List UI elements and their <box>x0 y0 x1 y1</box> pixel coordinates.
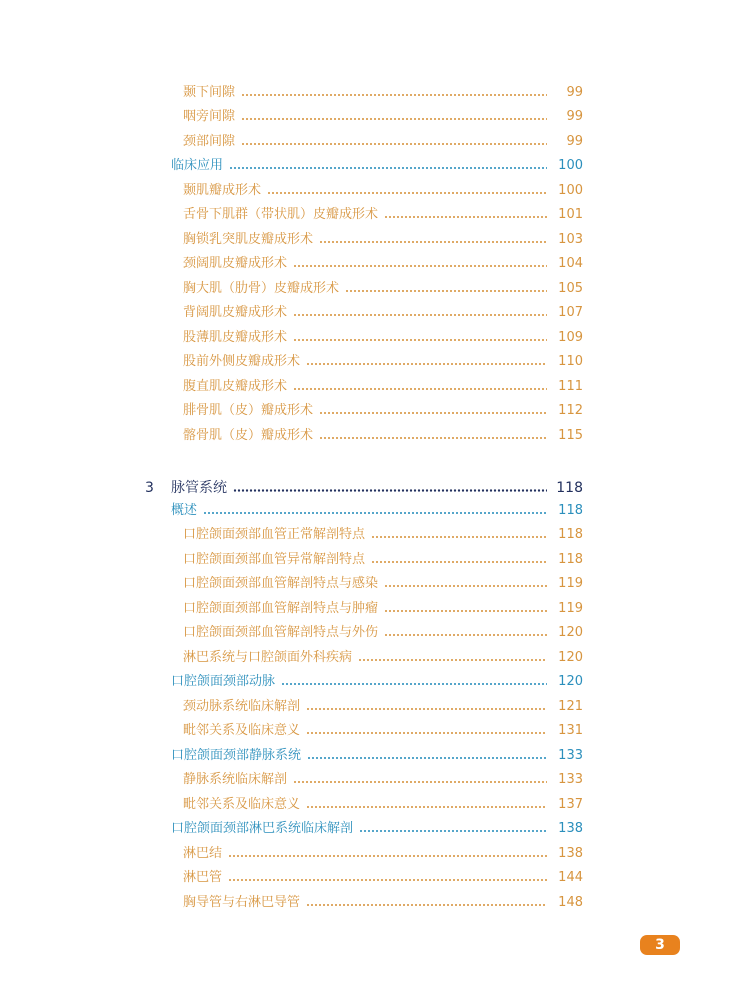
toc-entry-label: 口腔颌面颈部血管解剖特点与外伤 <box>183 625 379 640</box>
toc-entry[interactable] <box>183 598 583 620</box>
leader-dots <box>228 879 547 881</box>
toc-entry[interactable] <box>183 229 583 251</box>
toc-entry-label: 髂骨肌（皮）瓣成形术 <box>183 428 314 443</box>
toc-entry[interactable] <box>183 622 583 644</box>
leader-dots <box>384 610 547 612</box>
toc-entry-page: 107 <box>558 305 583 320</box>
toc-entry-page: 110 <box>558 354 583 369</box>
toc-entry-label: 腹直肌皮瓣成形术 <box>183 379 288 394</box>
toc-entry-label: 淋巴结 <box>183 846 223 861</box>
toc-entry-page: 119 <box>558 601 583 616</box>
toc-entry[interactable] <box>171 745 583 767</box>
leader-dots <box>306 904 547 906</box>
toc-entry[interactable] <box>183 425 583 447</box>
toc-entry-page: 112 <box>558 403 583 418</box>
toc-entry[interactable] <box>183 131 583 153</box>
leader-dots <box>293 339 547 341</box>
toc-entry-page: 111 <box>558 379 583 394</box>
toc-entry[interactable] <box>183 82 583 104</box>
toc-entry-page: 120 <box>558 625 583 640</box>
toc-entry-label: 毗邻关系及临床意义 <box>183 797 301 812</box>
toc-entry-label: 脉管系统 <box>171 480 227 496</box>
toc-entry[interactable] <box>183 524 583 546</box>
leader-dots <box>358 659 547 661</box>
toc-entry-label: 口腔颌面颈部淋巴系统临床解剖 <box>171 821 354 836</box>
toc-entry[interactable] <box>171 155 583 177</box>
toc-entry[interactable] <box>183 867 583 889</box>
toc-entry-page: 115 <box>558 428 583 443</box>
toc-entry-label: 口腔颌面颈部动脉 <box>171 674 276 689</box>
toc-entry-label: 静脉系统临床解剖 <box>183 772 288 787</box>
toc-entry[interactable] <box>183 106 583 128</box>
leader-dots <box>384 634 547 636</box>
toc-entry[interactable] <box>183 720 583 742</box>
toc-entry-page: 133 <box>558 748 583 763</box>
toc-entry-page: 144 <box>558 870 583 885</box>
toc-entry-page: 99 <box>566 85 583 100</box>
leader-dots <box>293 781 547 783</box>
toc-entry-page: 138 <box>558 846 583 861</box>
toc-entry-page: 100 <box>558 183 583 198</box>
toc-entry[interactable] <box>183 843 583 865</box>
toc-entry-label: 背阔肌皮瓣成形术 <box>183 305 288 320</box>
toc-entry[interactable] <box>183 376 583 398</box>
toc-entry-page: 103 <box>558 232 583 247</box>
leader-dots <box>241 143 547 145</box>
toc-entry-page: 120 <box>558 674 583 689</box>
leader-dots <box>371 561 547 563</box>
toc-entry[interactable] <box>183 647 583 669</box>
toc-entry-label: 胸锁乳突肌皮瓣成形术 <box>183 232 314 247</box>
toc-entry[interactable] <box>183 278 583 300</box>
toc-entry-label: 颈阔肌皮瓣成形术 <box>183 256 288 271</box>
toc-entry-page: 118 <box>556 480 583 496</box>
toc-entry-label: 咽旁间隙 <box>183 109 236 124</box>
toc-entry[interactable] <box>183 351 583 373</box>
toc-entry-page: 148 <box>558 895 583 910</box>
toc-entry[interactable] <box>183 204 583 226</box>
toc-entry-label: 胸大肌（肋骨）皮瓣成形术 <box>183 281 340 296</box>
toc-entry-label: 口腔颌面颈部血管正常解剖特点 <box>183 527 366 542</box>
toc-entry-label: 口腔颌面颈部血管异常解剖特点 <box>183 552 366 567</box>
toc-entry-page: 118 <box>558 527 583 542</box>
toc-entry-page: 100 <box>558 158 583 173</box>
toc-entry[interactable] <box>183 696 583 718</box>
toc-entry-label: 颞下间隙 <box>183 85 236 100</box>
toc-entry-label: 概述 <box>171 503 198 518</box>
toc-entry-label: 口腔颌面颈部静脉系统 <box>171 748 302 763</box>
leader-dots <box>241 118 547 120</box>
leader-dots <box>307 757 547 759</box>
toc-entry-page: 133 <box>558 772 583 787</box>
toc-entry-page: 121 <box>558 699 583 714</box>
toc-chapter[interactable] <box>145 477 583 499</box>
toc-entry-label: 颈动脉系统临床解剖 <box>183 699 301 714</box>
toc-entry-page: 99 <box>566 109 583 124</box>
toc-entry-label: 股薄肌皮瓣成形术 <box>183 330 288 345</box>
toc-entry-page: 104 <box>558 256 583 271</box>
leader-dots <box>319 412 547 414</box>
toc-entry[interactable] <box>183 327 583 349</box>
toc-entry-page: 105 <box>558 281 583 296</box>
toc-entry-page: 101 <box>558 207 583 222</box>
toc-entry[interactable] <box>183 892 583 914</box>
toc-entry-label: 口腔颌面颈部血管解剖特点与肿瘤 <box>183 601 379 616</box>
toc-entry[interactable] <box>171 500 583 522</box>
toc-entry-page: 131 <box>558 723 583 738</box>
toc-entry-page: 119 <box>558 576 583 591</box>
toc-entry-label: 口腔颌面颈部血管解剖特点与感染 <box>183 576 379 591</box>
leader-dots <box>293 265 547 267</box>
leader-dots <box>229 167 547 169</box>
leader-dots <box>203 512 547 514</box>
toc-entry-page: 137 <box>558 797 583 812</box>
toc-entry[interactable] <box>183 400 583 422</box>
leader-dots <box>319 437 547 439</box>
leader-dots <box>233 489 547 492</box>
toc-entry[interactable] <box>183 769 583 791</box>
toc-entry-label: 淋巴管 <box>183 870 223 885</box>
leader-dots <box>359 830 547 832</box>
leader-dots <box>306 363 547 365</box>
leader-dots <box>306 708 547 710</box>
toc-entry-label: 腓骨肌（皮）瓣成形术 <box>183 403 314 418</box>
toc-entry-page: 120 <box>558 650 583 665</box>
leader-dots <box>306 732 547 734</box>
leader-dots <box>241 94 547 96</box>
toc-entry[interactable] <box>171 671 583 693</box>
toc-entry-label: 颞肌瓣成形术 <box>183 183 262 198</box>
leader-dots <box>371 536 547 538</box>
leader-dots <box>306 806 547 808</box>
toc-entry[interactable] <box>183 180 583 202</box>
toc-entry-page: 99 <box>566 134 583 149</box>
leader-dots <box>281 683 547 685</box>
toc-entry-label: 舌骨下肌群（带状肌）皮瓣成形术 <box>183 207 379 222</box>
toc-entry-page: 118 <box>558 503 583 518</box>
chapter-number: 3 <box>145 480 154 496</box>
page-number-badge: 3 <box>640 935 680 955</box>
toc-entry-label: 毗邻关系及临床意义 <box>183 723 301 738</box>
toc-entry-label: 临床应用 <box>171 158 224 173</box>
toc-entry-label: 颈部间隙 <box>183 134 236 149</box>
leader-dots <box>267 192 547 194</box>
toc-entry-label: 淋巴系统与口腔颌面外科疾病 <box>183 650 353 665</box>
toc-entry[interactable] <box>183 549 583 571</box>
toc-entry-page: 138 <box>558 821 583 836</box>
toc-entry[interactable] <box>183 794 583 816</box>
leader-dots <box>345 290 547 292</box>
toc-entry-label: 胸导管与右淋巴导管 <box>183 895 301 910</box>
leader-dots <box>293 388 547 390</box>
leader-dots <box>384 585 547 587</box>
toc-entry[interactable] <box>183 573 583 595</box>
toc-entry[interactable] <box>183 302 583 324</box>
toc-entry-page: 109 <box>558 330 583 345</box>
toc-entry-label: 股前外侧皮瓣成形术 <box>183 354 301 369</box>
leader-dots <box>228 855 547 857</box>
toc-entry-page: 118 <box>558 552 583 567</box>
toc-entry[interactable] <box>171 818 583 840</box>
toc-entry[interactable] <box>183 253 583 275</box>
leader-dots <box>384 216 547 218</box>
leader-dots <box>319 241 547 243</box>
leader-dots <box>293 314 547 316</box>
